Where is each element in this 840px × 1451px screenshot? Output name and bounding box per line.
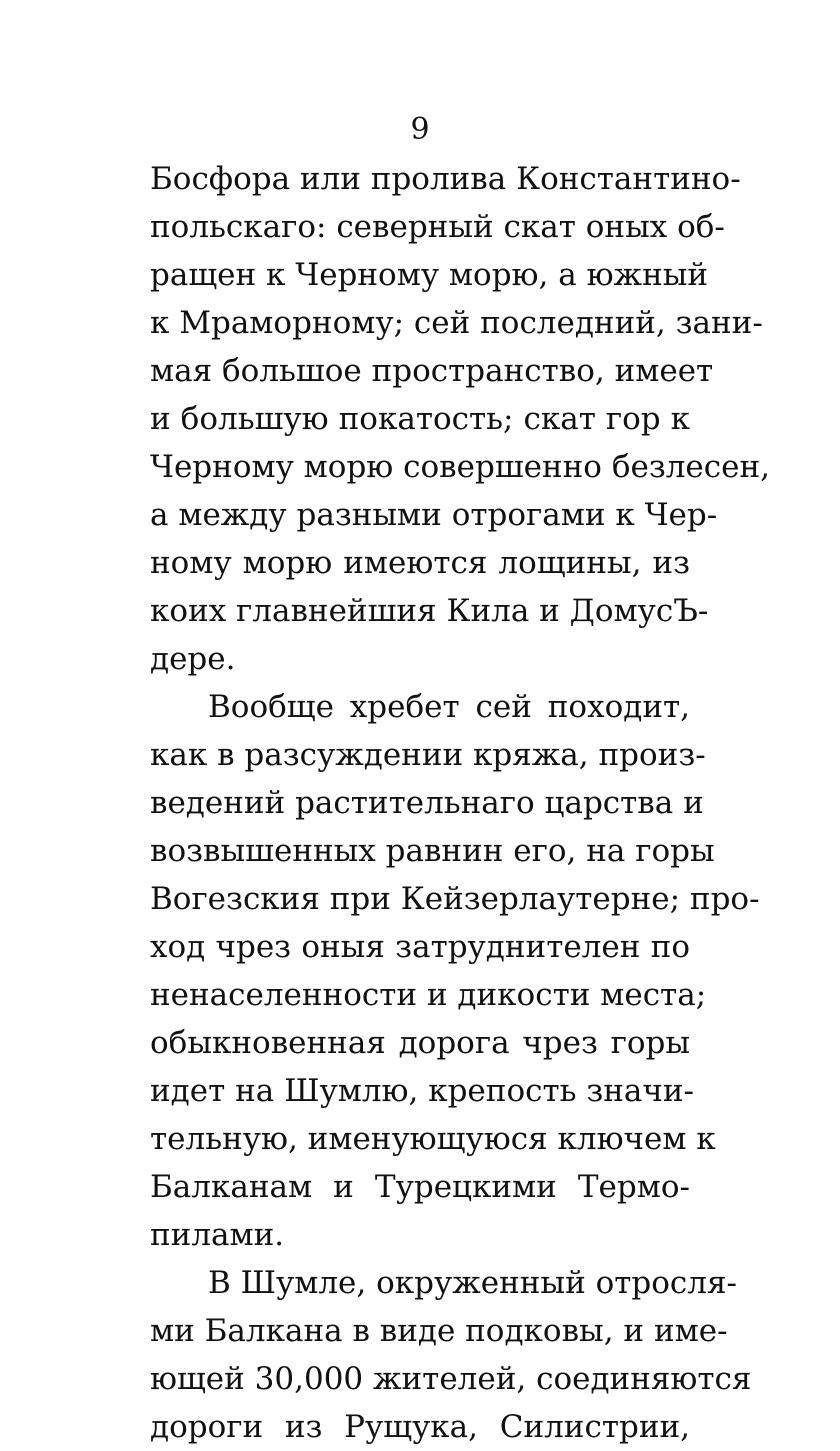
text-line: Балканам и Турецкими Термо- <box>150 1169 690 1205</box>
text-line: обыкновенная дорога чрез горы <box>150 1025 690 1061</box>
text-line: ми Балкана в виде подковы, и име- <box>150 1313 728 1349</box>
text-line: ведений растительнаго царства и <box>150 785 704 821</box>
text-line: Черному морю совершенно безлесен, <box>150 449 770 485</box>
text-line: ному морю имеются лощины, из <box>150 545 690 581</box>
paragraph-start-line: В Шумле, окруженный отросля- <box>208 1265 738 1301</box>
text-line: ход чрез оныя затруднителен по <box>150 929 690 965</box>
text-line: Босфора или пролива Константино- <box>150 161 741 197</box>
text-line: и большую покатость; скат гор к <box>150 401 690 437</box>
page-number: 9 <box>410 112 430 147</box>
text-line: а между разными отрогами к Чер- <box>150 497 718 533</box>
text-line: польскаго: северный скат оных об- <box>150 209 725 245</box>
text-line: ращен к Черному морю, а южный <box>150 257 709 293</box>
text-line: пилами. <box>150 1217 285 1253</box>
text-line: тельную, именующуюся ключем к <box>150 1121 716 1157</box>
text-line: как в разсуждении кряжа, произ- <box>150 737 706 773</box>
text-line: возвышенных равнин его, на горы <box>150 833 715 869</box>
text-line: мая большое пространство, имеет <box>150 353 714 389</box>
body-text <box>150 155 770 1451</box>
text-line: коих главнейшия Кила и ДомусЪ- <box>150 593 709 629</box>
text-line: дере. <box>150 641 236 677</box>
text-line: идет на Шумлю, крепость значи- <box>150 1073 695 1109</box>
text-line: к Мраморному; сей последний, зани- <box>150 305 763 341</box>
paragraph-start-line: Вообще хребет сей походит, <box>208 689 690 725</box>
text-line: ненаселенности и дикости места; <box>150 977 707 1013</box>
text-line: ющей 30,000 жителей, соединяются <box>150 1361 752 1397</box>
text-line: Вогезския при Кейзерлаутерне; про- <box>150 881 760 917</box>
text-line: дороги из Рущука, Силистрии, <box>150 1409 690 1445</box>
